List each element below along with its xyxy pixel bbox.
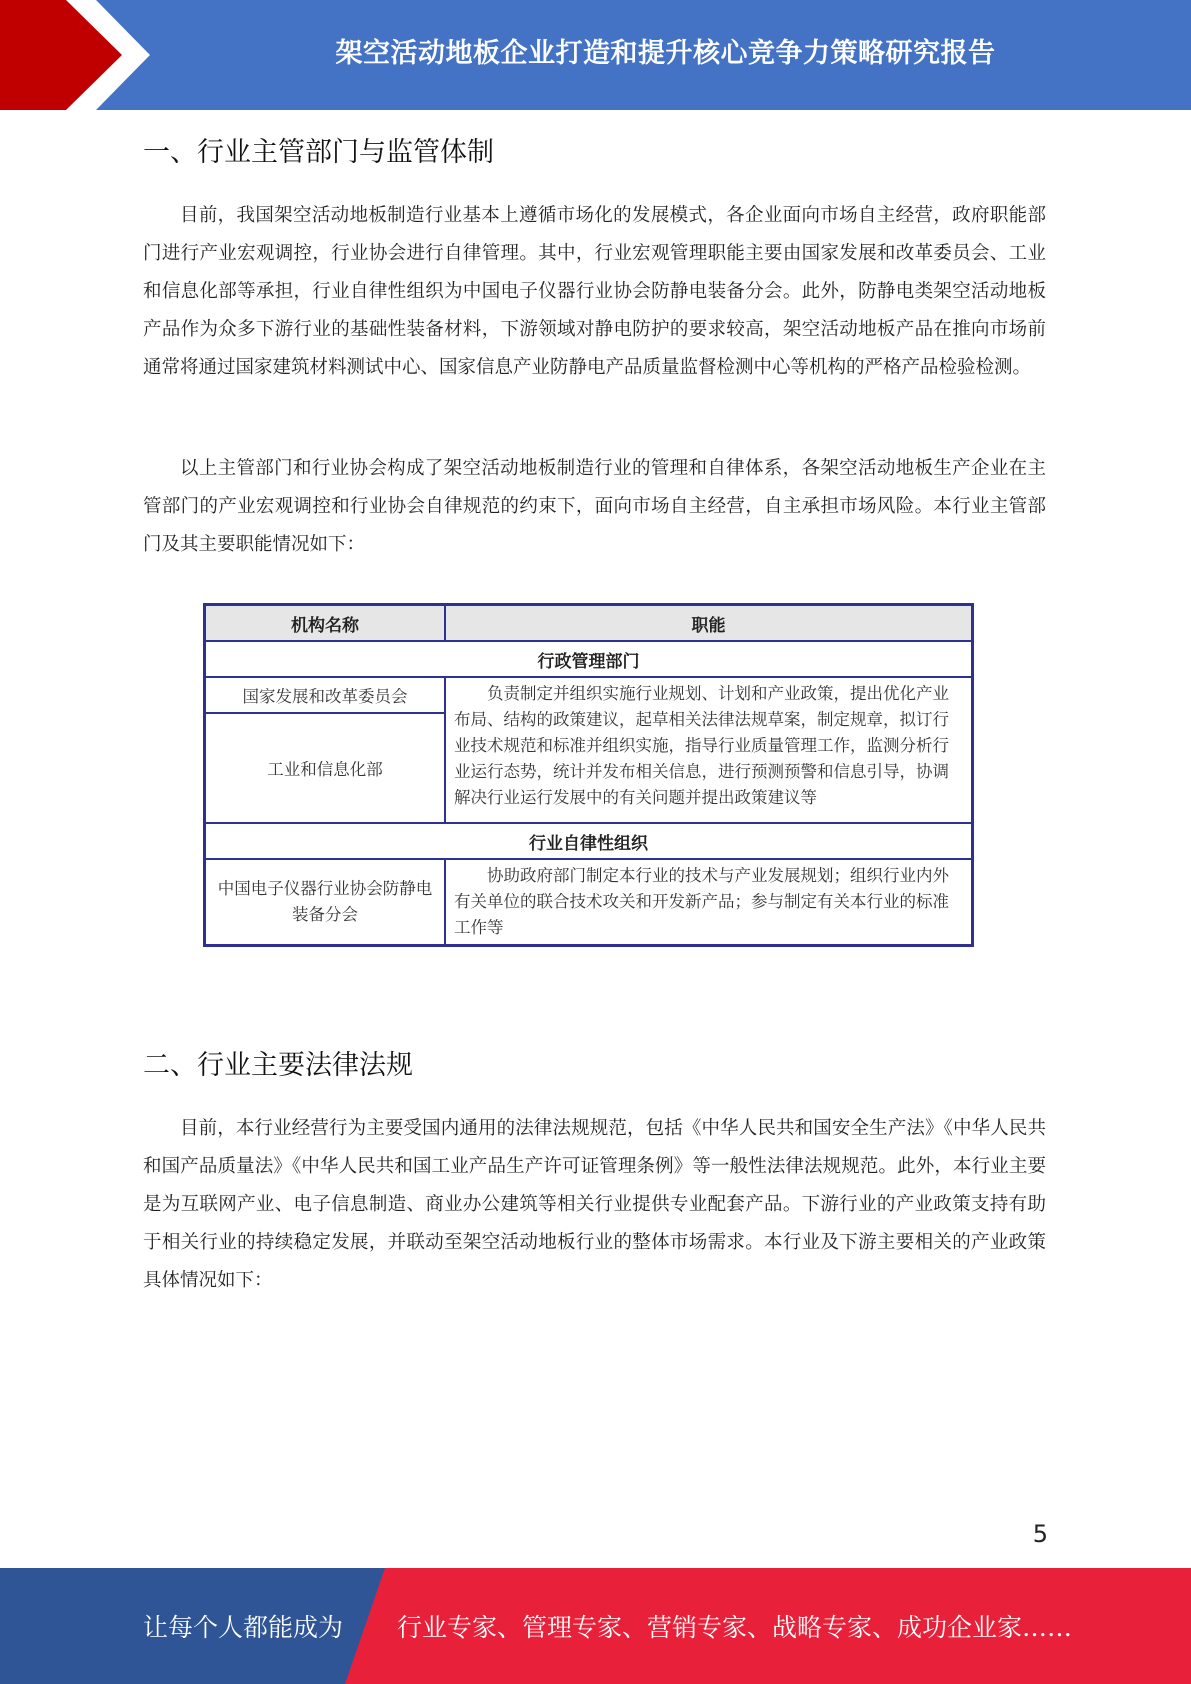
column-header: 机构名称 — [205, 605, 446, 642]
footer-slogan-right: 行业专家、管理专家、营销专家、战略专家、成功企业家…… — [397, 1613, 1073, 1642]
section-heading-regulation: 一、行业主管部门与监管体制 — [143, 137, 494, 168]
group-label: 行业自律性组织 — [205, 823, 973, 859]
duty-text: 协助政府部门制定本行业的技术与产业发展规划；组织行业内外有关单位的联合技术攻关和开发新产品；参与制定有关本行业的标准工作等 — [445, 859, 973, 946]
table-header-row — [205, 605, 973, 642]
footer-slogan-left: 让每个人都能成为 — [143, 1613, 344, 1642]
table-row — [205, 677, 973, 713]
section-heading-laws: 二、行业主要法律法规 — [143, 1050, 413, 1081]
page-footer — [0, 1568, 1191, 1684]
column-header: 职能 — [445, 605, 973, 642]
group-label: 行政管理部门 — [205, 641, 973, 677]
page-number: 5 — [1032, 1520, 1048, 1548]
paragraph: 目前，本行业经营行为主要受国内通用的法律法规规范，包括《中华人民共和国安全生产法》《中华人民共和国产品质量法》《中华人民共和国工业产品生产许可证管理条例》等一般性法律法规规范。此外，本行业主要是为互联网产业、电子信息制造、商业办公建筑等相关行业提供专业配套产品。下游行业的产业政策支持有助于相关行业的持续稳定发展，并联动至架空活动地板行业的整体市场需求。本行业及下游主要相关的产业政策具体情况如下： — [143, 1118, 1046, 1291]
org-name: 中国电子仪器行业协会防静电装备分会 — [205, 859, 446, 946]
table-row — [205, 859, 973, 946]
regulator-table — [203, 603, 974, 947]
page-header — [0, 0, 1191, 110]
org-name: 国家发展和改革委员会 — [205, 677, 446, 713]
paragraph: 目前，我国架空活动地板制造行业基本上遵循市场化的发展模式，各企业面向市场自主经营，政府职能部门进行产业宏观调控，行业协会进行自律管理。其中，行业宏观管理职能主要由国家发展和改革委员会、工业和信息化部等承担，行业自律性组织为中国电子仪器行业协会防静电装备分会。此外，防静电类架空活动地板产品作为众多下游行业的基础性装备材料，下游领域对静电防护的要求较高，架空活动地板产品在推向市场前通常将通过国家建筑材料测试中心、国家信息产业防静电产品质量监督检测中心等机构的严格产品检验检测。 — [143, 205, 1046, 378]
table-group-row — [205, 823, 973, 859]
duty-text: 负责制定并组织实施行业规划、计划和产业政策，提出优化产业布局、结构的政策建议，起草相关法律法规草案，制定规章，拟订行业技术规范和标准并组织实施，指导行业质量管理工作，监测分析行业运行态势，统计并发布相关信息，进行预测预警和信息引导，协调解决行业运行发展中的有关问题并提出政策建议等 — [445, 677, 973, 823]
table-group-row — [205, 641, 973, 677]
paragraph: 以上主管部门和行业协会构成了架空活动地板制造行业的管理和自律体系，各架空活动地板生产企业在主管部门的产业宏观调控和行业协会自律规范的约束下，面向市场自主经营，自主承担市场风险。本行业主管部门及其主要职能情况如下： — [143, 458, 1046, 555]
org-name: 工业和信息化部 — [205, 713, 446, 823]
report-title: 架空活动地板企业打造和提升核心竞争力策略研究报告 — [335, 37, 996, 69]
header-arrow-icon — [0, 0, 160, 110]
